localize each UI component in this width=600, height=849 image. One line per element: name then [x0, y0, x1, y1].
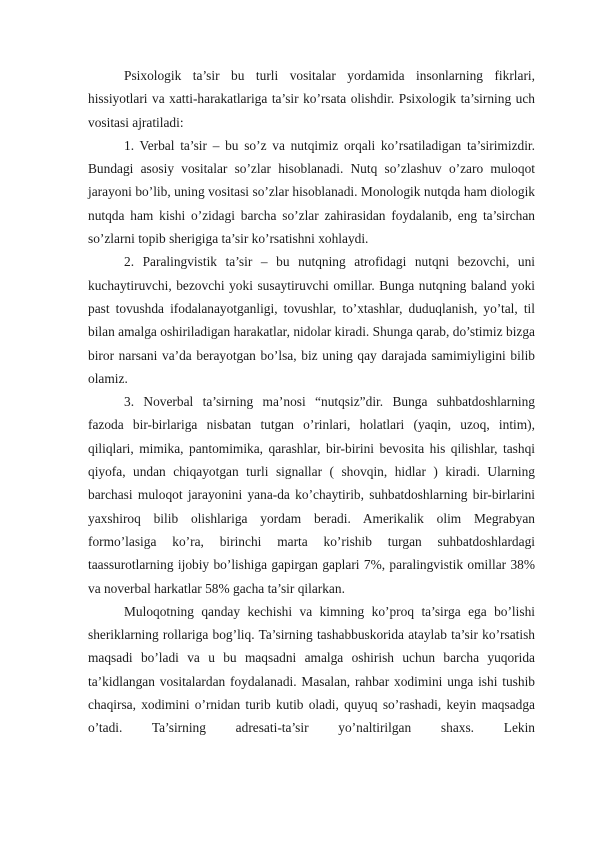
paragraph-paralinguistic: 2. Paralingvistik ta’sir – bu nutqning atrofidagi nutqni bezovchi, uni kuchaytiruvchi, bezovchi yoki susaytiruvchi omillar. Bunga nutqning baland yoki past tovushda ifodalanayotganligi, tovushlar, to’xtashlar, duduqlanish, yo’tal, til bilan amalga oshiriladigan harakatlar, nidolar kiradi. Shunga qarab, do’stimiz bizga biror narsani va’da berayotgan bo’lsa, biz uning qay darajada samimiyligini bilib olamiz.	[88, 254, 535, 386]
paragraph-verbal: 1. Verbal ta’sir – bu so’z va nutqimiz orqali ko’rsatiladigan ta’sirimizdir. Bundagi asosiy vositalar so’zlar hisoblanadi. Nutq so’zlashuv o’zaro muloqot jarayoni bo’lib, uning vositasi so’zlar hisoblanadi. Monologik nutqda ham diologik nutqda ham kishi o’zidagi barcha so’zlar zahirasidan foydalanib, eng ta’sirchan so’zlarni topib sherigiga ta’sir ko’rsatishni xohlaydi.	[88, 137, 535, 247]
paragraph-intro: Psixologik ta’sir bu turli vositalar yordamida insonlarning fikrlari, hissiyotlari va xatti-harakatlariga ta’sir ko’rsata olishdir. Psixologik ta’sirning uch vositasi ajratiladi:	[88, 68, 535, 130]
paragraph-nonverbal: 3. Noverbal ta’sirning ma’nosi “nutqsiz”dir. Bunga suhbatdoshlarning fazoda bir-birlariga nisbatan tutgan o’rinlari, holatlari (yaqin, uzoq, intim), qiliqlari, mimika, pantomimika, qarashlar, bir-birini bevosita his qilishlar, tashqi qiyofa, undan chiqayotgan turli signallar ( shovqin, hidlar ) kiradi. Ularning barchasi muloqot jarayonini yana-da ko’chaytirib, suhbatdoshlarning bir-birlarini yaxshiroq bilib olishlariga yordam beradi. Amerikalik olim Megrabyan formo’lasiga ko’ra, birinchi marta ko’rishib turgan suhbatdoshlardagi taassurotlarning ijobiy bo’lishiga gapirgan gaplari 7%, paralingvistik omillar 38% va noverbal harkatlar 58% gacha ta’sir qilarkan.	[88, 394, 535, 596]
body-text	[88, 64, 535, 740]
paragraph-communication: Muloqotning qanday kechishi va kimning ko’proq ta’sirga ega bo’lishi sheriklarning rollariga bog’liq. Ta’sirning tashabbuskorida ataylab ta’sir ko’rsatish maqsadi bo’ladi va u bu maqsadni amalga oshirish uchun barcha yuqorida ta’kidlangan vositalardan foydalanadi. Masalan, rahbar xodimini unga ishi tushib chaqirsa, xodimini o’rnidan turib kutib oladi, quyuq so’rashadi, keyin maqsadga o’tadi. Ta’sirning adresati-ta’sir yo’naltirilgan shaxs. Lekin	[88, 603, 535, 736]
